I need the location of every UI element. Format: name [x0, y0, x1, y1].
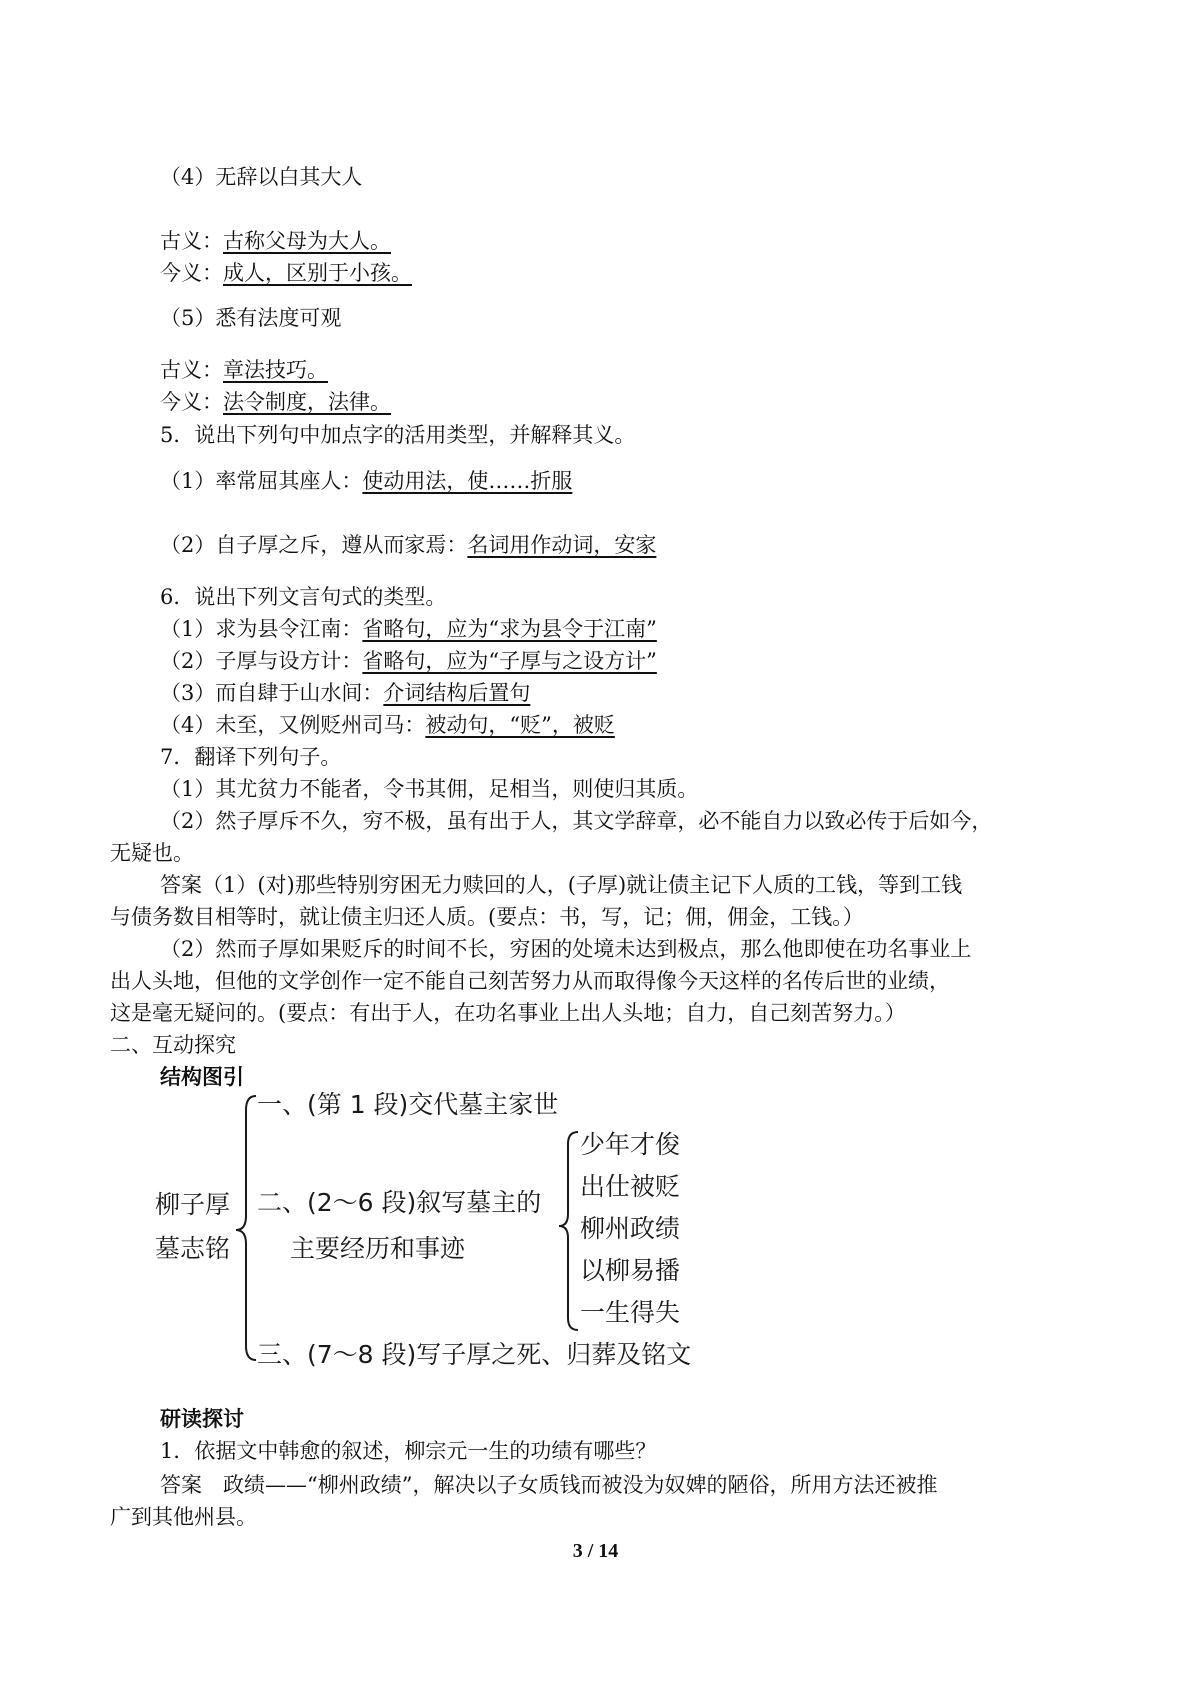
diagram-sub-item: 少年才俊	[580, 1130, 681, 1159]
q7-answer-1-line1: 答案（1）(对)那些特别穷困无力赎回的人，(子厚)就让债主记下人质的工钱，等到工钱	[160, 873, 963, 897]
q6-item-2: （2）子厚与设方计：省略句，应为“子厚与之设方计”	[160, 649, 657, 673]
q7-sentence-1: （1）其尤贫力不能者，令书其佣，足相当，则使归其质。	[160, 777, 699, 801]
item4-sentence: （4）无辞以白其大人	[160, 165, 363, 189]
q7-sentence-2-line2: 无疑也。	[110, 841, 194, 865]
item5-modern-meaning: 今义：法令制度，法律。	[160, 390, 391, 414]
diagram-branch-1: 一、(第 1 段)交代墓主家世	[257, 1090, 559, 1119]
diagram-sub-item: 出仕被贬	[580, 1172, 681, 1201]
q7-sentence-2-line1: （2）然子厚斥不久，穷不极，虽有出于人，其文学辞章，必不能自力以致必传于后如今，	[160, 809, 993, 833]
study-question-1: 1．依据文中韩愈的叙述，柳宗元一生的功绩有哪些？	[160, 1439, 657, 1463]
q7-answer-2-line1: （2）然而子厚如果贬斥的时间不长，穷困的处境未达到极点，那么他即使在功名事业上	[160, 937, 972, 961]
structure-title: 结构图引	[160, 1065, 244, 1089]
diagram-branch-2-line2: 主要经历和事迹	[290, 1234, 466, 1263]
diagram-branch-3: 三、(7～8 段)写子厚之死、归葬及铭文	[257, 1340, 692, 1369]
diagram-sub-item: 一生得失	[580, 1298, 681, 1327]
main-brace	[232, 1088, 262, 1368]
q5-heading: 5．说出下列句中加点字的活用类型，并解释其义。	[160, 423, 636, 447]
q6-item-1: （1）求为县令江南：省略句，应为“求为县令于江南”	[160, 617, 657, 641]
q5-item-1: （1）率常屈其座人：使动用法，使……折服	[160, 469, 573, 493]
item5-ancient-meaning: 古义：章法技巧。	[160, 358, 328, 382]
item5-sentence: （5）悉有法度可观	[160, 306, 342, 330]
study-title: 研读探讨	[160, 1407, 244, 1431]
q7-answer-2-line3: 这是毫无疑问的。(要点：有出于人，在功名事业上出人头地；自力，自己刻苦努力。）	[110, 1001, 906, 1025]
study-answer-1-line2: 广到其他州县。	[110, 1505, 257, 1529]
q7-answer-2-line2: 出人头地，但他的文学创作一定不能自己刻苦努力从而取得像今天这样的名传后世的业绩，	[110, 969, 950, 993]
diagram-root-line1: 柳子厚	[155, 1190, 231, 1219]
q5-item-2: （2）自子厚之斥，遵从而家焉：名词用作动词，安家	[160, 533, 657, 557]
diagram-branch-2-line1: 二、(2～6 段)叙写墓主的	[257, 1188, 542, 1217]
item4-ancient-meaning: 古义：古称父母为大人。	[160, 229, 391, 253]
item4-modern-meaning: 今义：成人，区别于小孩。	[160, 261, 412, 285]
q7-heading: 7．翻译下列句子。	[160, 745, 342, 769]
q6-heading: 6．说出下列文言句式的类型。	[160, 585, 447, 609]
diagram-sub-item: 以柳易播	[580, 1256, 681, 1285]
study-answer-1-line1: 答案 政绩——“柳州政绩”，解决以子女质钱而被没为奴婢的陋俗，所用方法还被推	[160, 1473, 938, 1497]
diagram-sub-item: 柳州政绩	[580, 1214, 681, 1243]
sub-brace	[556, 1126, 582, 1336]
part2-heading: 二、互动探究	[110, 1033, 236, 1057]
page-number: 3 / 14	[572, 1540, 619, 1562]
q6-item-3: （3）而自肆于山水间：介词结构后置句	[160, 681, 531, 705]
diagram-root-line2: 墓志铭	[155, 1234, 231, 1263]
q7-answer-1-line2: 与债务数目相等时，就让债主归还人质。(要点：书，写，记；佣，佣金，工钱。）	[110, 905, 864, 929]
q6-item-4: （4）未至，又例贬州司马：被动句，“贬”，被贬	[160, 713, 615, 737]
